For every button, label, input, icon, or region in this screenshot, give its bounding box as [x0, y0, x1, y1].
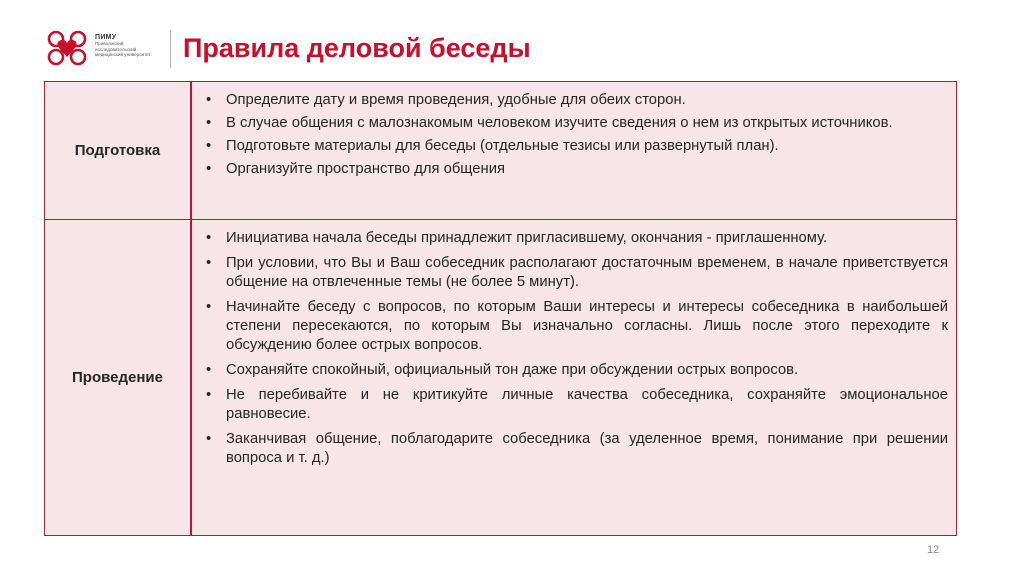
bullet-list — [199, 229, 948, 468]
university-logo-icon — [44, 27, 90, 69]
table-row-preparation — [45, 82, 956, 220]
list-item: • Определите дату и время проведения, удобные для обеих сторон. — [199, 91, 948, 110]
row-heading: Подготовка — [74, 142, 161, 159]
list-item: • Инициатива начала беседы принадлежит пригласившему, окончания - приглашенному. — [199, 229, 948, 248]
bullet-list — [199, 91, 948, 179]
row-content — [192, 220, 956, 535]
row-content — [192, 82, 956, 219]
page-number: 12 — [927, 544, 940, 556]
rules-table — [44, 81, 957, 536]
list-item: • Не перебивайте и не критикуйте личные качества собеседника, сохраняйте эмоциональное равновесие. — [199, 386, 948, 424]
org-block — [95, 34, 165, 58]
list-item: • Заканчивая общение, поблагодарите собеседника (за уделенное время, понимание при решении вопроса и т. д.) — [199, 430, 948, 468]
org-line: исследовательский — [95, 46, 137, 52]
row-heading: Проведение — [72, 369, 163, 386]
header-divider — [170, 30, 171, 68]
org-name: ПИМУ — [95, 34, 117, 41]
org-line: Приволжский — [95, 41, 124, 46]
page-title: Правила деловой беседы — [183, 33, 531, 63]
list-item: • При условии, что Вы и Ваш собеседник располагают достаточным временем, в начале приветствуется общение на отвлеченные темы (не более 5 минут). — [199, 254, 948, 292]
org-line: медицинский университет — [95, 52, 151, 58]
table-row-conduct — [45, 220, 956, 535]
list-item: • Сохраняйте спокойный, официальный тон даже при обсуждении острых вопросов. — [199, 361, 948, 380]
list-item: • Начинайте беседу с вопросов, по которым Ваши интересы и интересы собеседника в наибольшей степени пересекаются, по которым Вы изначально согласны. Лишь после этого переходите к обсуждению более острых вопросов. — [199, 298, 948, 355]
list-item: • В случае общения с малознакомым человеком изучите сведения о нем из открытых источников. — [199, 114, 948, 133]
list-item: • Подготовьте материалы для беседы (отдельные тезисы или развернутый план). — [199, 137, 948, 156]
list-item: • Организуйте пространство для общения — [199, 160, 948, 179]
